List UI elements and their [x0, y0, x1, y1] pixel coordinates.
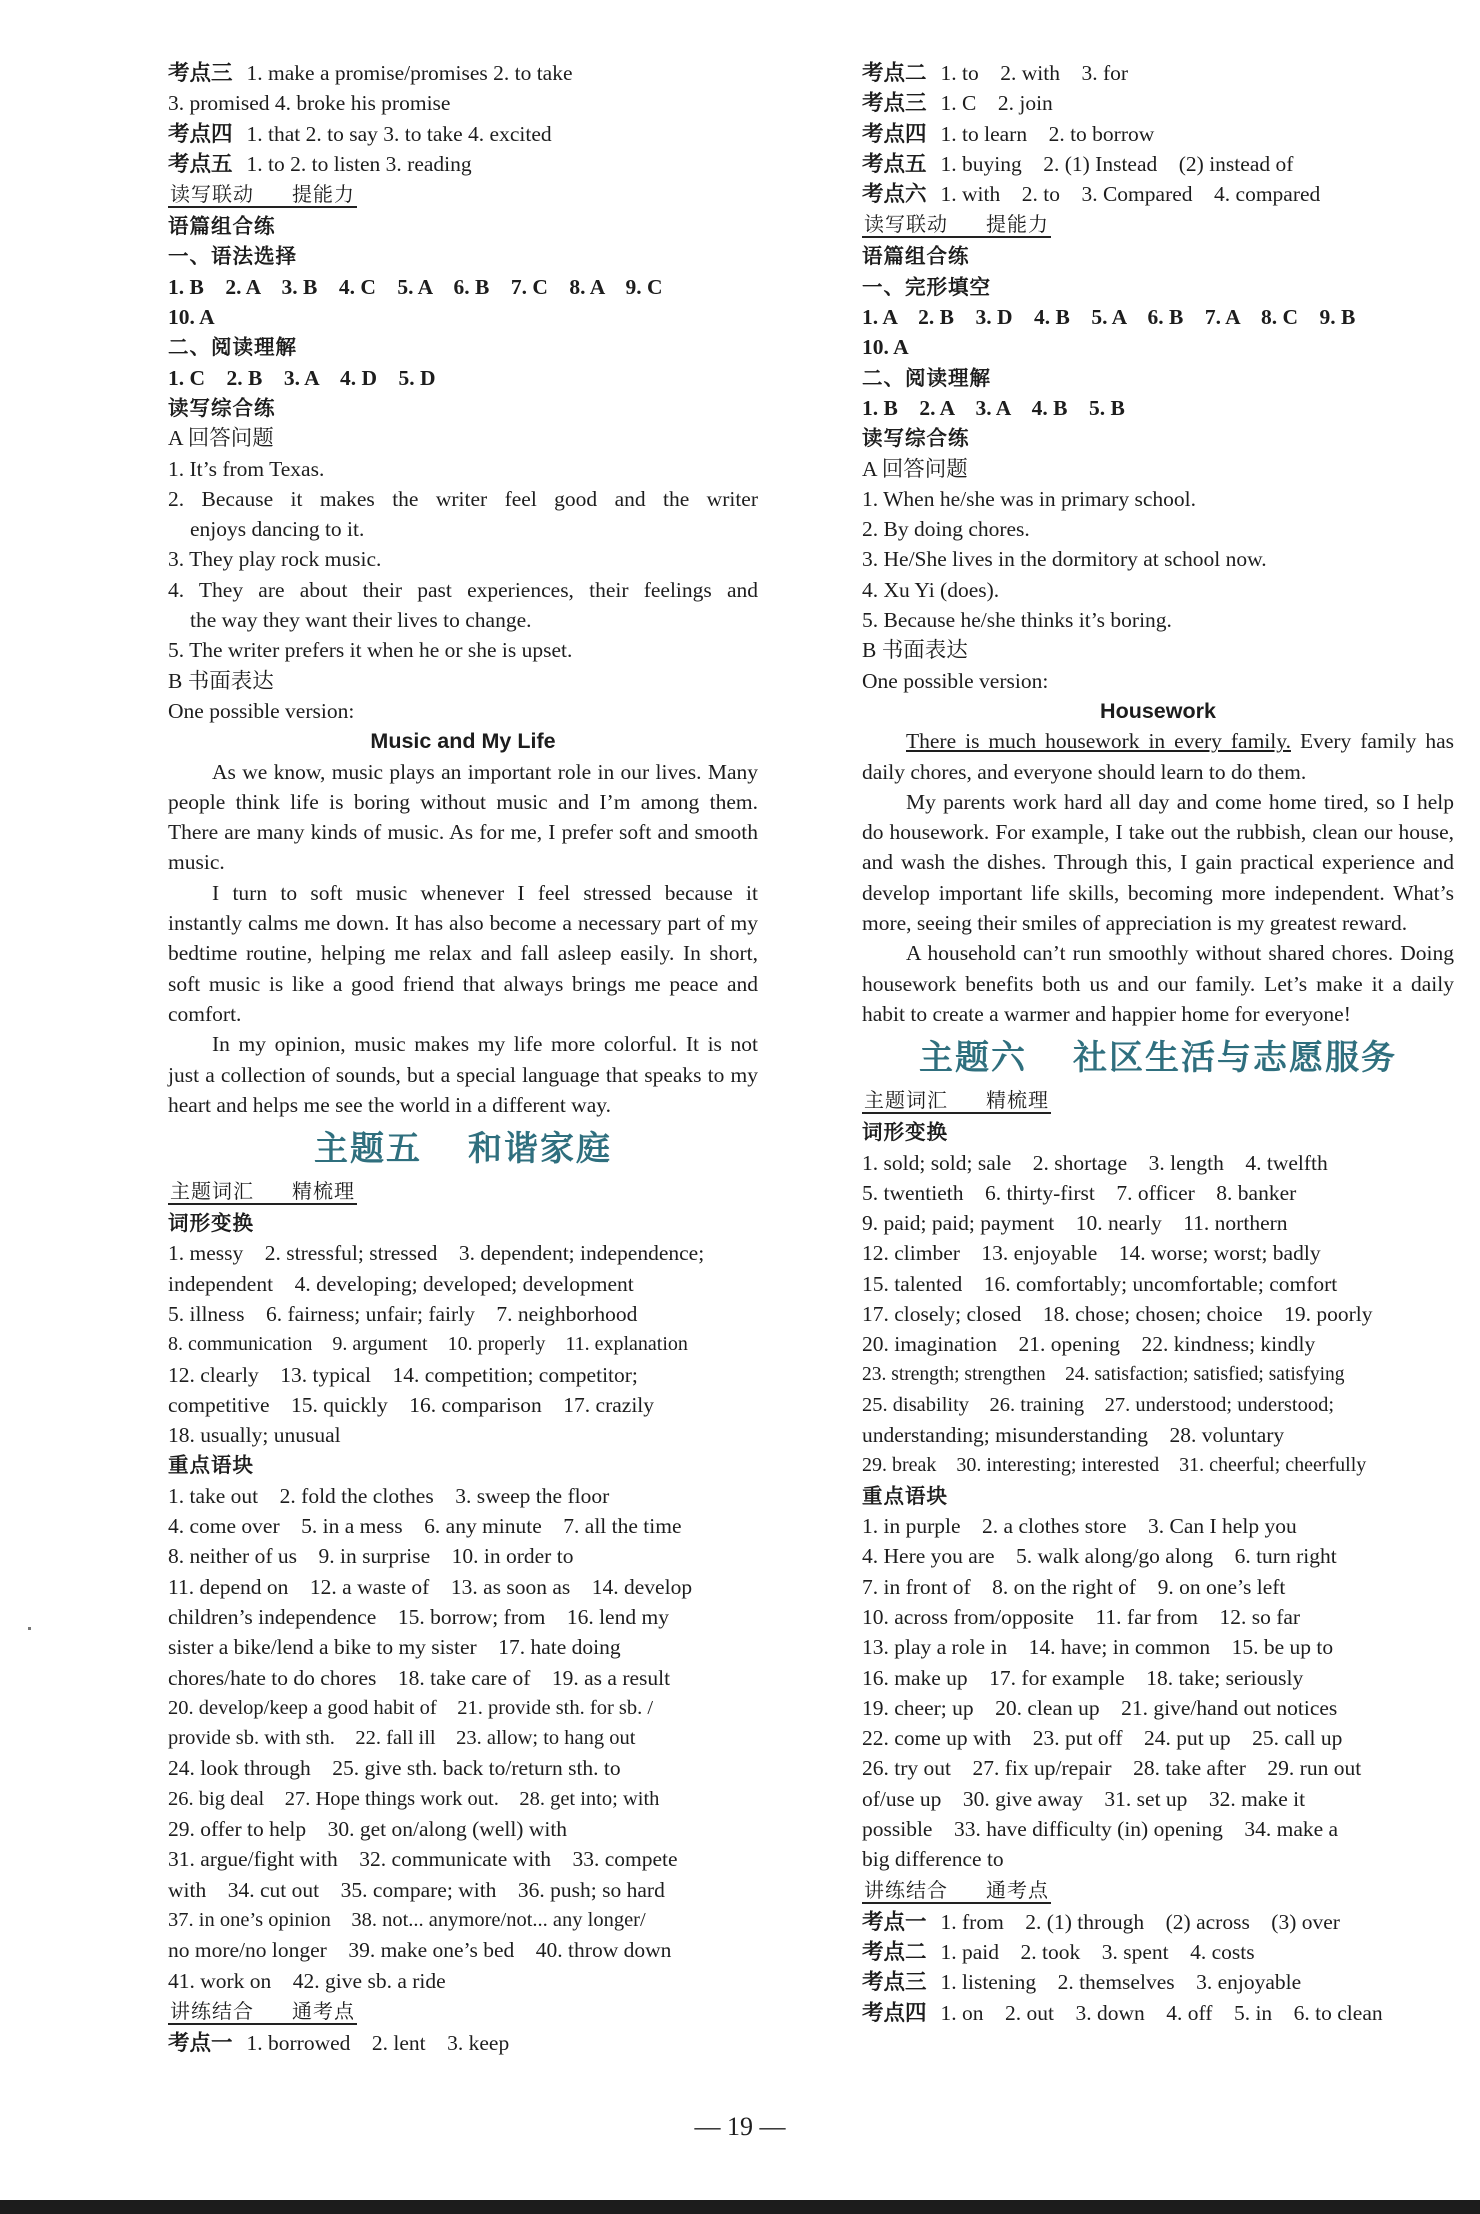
answer-line	[168, 149, 758, 179]
answer-text: 1. to learn 2. to borrow	[940, 121, 1155, 146]
answer-line: 5. illness 6. fairness; unfair; fairly 7. neighborhood	[168, 1301, 638, 1326]
header-text: 提能力	[292, 182, 355, 207]
answer-line: 15. talented 16. comfortably; uncomfortable; comfort	[862, 1271, 1338, 1296]
answer-line: 1. messy 2. stressful; stressed 3. dependent; independence;	[168, 1241, 705, 1266]
answer-line: sister a bike/lend a bike to my sister 17. hate doing	[168, 1635, 621, 1660]
answer-line: 1. take out 2. fold the clothes 3. sweep the floor	[168, 1483, 610, 1508]
header-text: 讲练结合	[170, 1998, 254, 2023]
topic-number: 主题五	[314, 1129, 422, 1170]
answer-line: 10. A	[168, 305, 215, 330]
answer-line: 8. communication 9. argument 10. properly 11. explanation	[168, 1333, 688, 1356]
answer-line: 1. C 2. B 3. A 4. D 5. D	[168, 365, 436, 390]
header-text: 读写联动	[864, 212, 948, 237]
section-header-vocabulary	[862, 1085, 1454, 1117]
answer-line: 29. offer to help 30. get on/along (well) with	[168, 1817, 568, 1842]
kaodian-label: 考点五	[862, 151, 927, 176]
header-text: 精梳理	[292, 1179, 355, 1204]
section-header-vocabulary	[168, 1176, 758, 1208]
answer-text: 1. on 2. out 3. down 4. off 5. in 6. to clean	[940, 2000, 1383, 2025]
answer-line	[862, 1998, 1454, 2028]
essay-paragraph: A household can’t run smoothly without shared chores. Doing housework benefits both us and our family. Let’s make it a daily habit to create a warmer and happier home for everyone!	[862, 941, 1454, 1026]
answer-line: 12. climber 13. enjoyable 14. worse; worst; badly	[862, 1241, 1321, 1266]
subsection-title: 二、阅读理解	[168, 335, 297, 360]
kaodian-label: 考点二	[862, 61, 927, 85]
answer-line: 2. Because it makes the writer feel good and the writer	[168, 486, 758, 511]
section-header-reading-writing	[862, 209, 1454, 241]
answer-line: 2. By doing chores.	[862, 517, 1030, 542]
answer-line: understanding; misunderstanding 28. voluntary	[862, 1423, 1285, 1448]
answer-line: big difference to	[862, 1847, 1004, 1872]
answer-line: 19. cheer; up 20. clean up 21. give/hand out notices	[862, 1695, 1338, 1720]
subsection-title: 二、阅读理解	[862, 365, 991, 390]
answer-line: 1. B 2. A 3. B 4. C 5. A 6. B 7. C 8. A 9. C	[168, 274, 663, 299]
answer-line: no more/no longer 39. make one’s bed 40. throw down	[168, 1938, 672, 1963]
subsection-title: 一、完形填空	[862, 274, 991, 299]
subsection-title: 重点语块	[862, 1483, 948, 1508]
answer-line: 5. The writer prefers it when he or she is upset.	[168, 638, 573, 663]
right-column	[862, 58, 1454, 2028]
answer-line: 41. work on 42. give sb. a ride	[168, 1968, 446, 1993]
answer-line: 23. strength; strengthen 24. satisfaction; satisfied; satisfying	[862, 1363, 1345, 1385]
answer-line: 10. across from/opposite 11. far from 12. so far	[862, 1604, 1301, 1629]
answer-line: 24. look through 25. give sth. back to/return sth. to	[168, 1756, 621, 1781]
kaodian-label: 考点四	[862, 121, 927, 146]
essay-paragraph	[862, 726, 1454, 787]
page-number: — 19 —	[694, 2112, 786, 2141]
answer-text: 1. that 2. to say 3. to take 4. excited	[246, 121, 552, 146]
kaodian-label: 考点四	[862, 2000, 927, 2025]
kaodian-label: 考点一	[862, 1909, 927, 1934]
answer-line: 1. in purple 2. a clothes store 3. Can I help you	[862, 1514, 1297, 1539]
answer-line: 3. They play rock music.	[168, 547, 382, 572]
answer-line: 31. argue/fight with 32. communicate with 33. compete	[168, 1847, 678, 1872]
subsection-title: 读写综合练	[862, 426, 970, 451]
answer-line: 3. He/She lives in the dormitory at school now.	[862, 547, 1267, 572]
topic-number: 主题六	[919, 1038, 1027, 1079]
answer-line: 5. Because he/she thinks it’s boring.	[862, 608, 1172, 633]
topic-title	[168, 1124, 758, 1174]
subsection-title: A 回答问题	[862, 456, 968, 481]
paragraph-text: Every family has daily chores, and everyone should learn to do them.	[862, 729, 1454, 784]
answer-line: 20. imagination 21. opening 22. kindness; kindly	[862, 1332, 1316, 1357]
subsection-title: A 回答问题	[168, 426, 274, 451]
answer-line	[862, 1937, 1454, 1967]
answer-line: 4. Here you are 5. walk along/go along 6. turn right	[862, 1544, 1337, 1569]
header-text: 通考点	[986, 1877, 1049, 1902]
answer-line: 22. come up with 23. put off 24. put up 25. call up	[862, 1726, 1343, 1751]
answer-line	[168, 2028, 758, 2058]
answer-line: 1. sold; sold; sale 2. shortage 3. length 4. twelfth	[862, 1150, 1328, 1175]
answer-line: 11. depend on 12. a waste of 13. as soon as 14. develop	[168, 1574, 693, 1599]
answer-line	[862, 1907, 1454, 1937]
answer-line: 26. try out 27. fix up/repair 28. take after 29. run out	[862, 1756, 1362, 1781]
subsection-title: 一、语法选择	[168, 244, 297, 269]
topic-title	[862, 1033, 1454, 1083]
topic-name: 社区生活与志愿服务	[1073, 1038, 1397, 1079]
answer-line: 29. break 30. interesting; interested 31. cheerful; cheerfully	[862, 1454, 1367, 1477]
answer-line: 18. usually; unusual	[168, 1423, 341, 1448]
essay-paragraph: As we know, music plays an important role in our lives. Many people think life is boring without music and I’m among them. There are many kinds of music. As for me, I prefer soft and smooth music.	[168, 759, 758, 875]
answer-line: 1. B 2. A 3. A 4. B 5. B	[862, 395, 1125, 420]
answer-line: 3. promised 4. broke his promise	[168, 91, 451, 116]
bottom-border	[0, 2200, 1480, 2214]
essay-paragraph: In my opinion, music makes my life more colorful. It is not just a collection of sounds, but a special language that speaks to my heart and helps me see the world in a different way.	[168, 1032, 758, 1117]
answer-line: 16. make up 17. for example 18. take; seriously	[862, 1665, 1304, 1690]
answer-line	[862, 1967, 1454, 1997]
answer-text: 1. C 2. join	[940, 91, 1053, 116]
answer-line: 1. It’s from Texas.	[168, 456, 325, 481]
answer-text: 1. listening 2. themselves 3. enjoyable	[940, 1970, 1302, 1995]
kaodian-label: 考点三	[862, 91, 927, 116]
topic-name: 和谐家庭	[468, 1129, 612, 1170]
answer-line: independent 4. developing; developed; development	[168, 1271, 634, 1296]
answer-line	[168, 119, 758, 149]
answer-line: 9. paid; paid; payment 10. nearly 11. northern	[862, 1211, 1288, 1236]
answer-line: 17. closely; closed 18. chose; chosen; choice 19. poorly	[862, 1301, 1373, 1326]
answer-line: children’s independence 15. borrow; from 16. lend my	[168, 1604, 669, 1629]
answer-text: 1. with 2. to 3. Compared 4. compared	[940, 182, 1321, 207]
answer-line: 13. play a role in 14. have; in common 15. be up to	[862, 1635, 1334, 1660]
answer-line: with 34. cut out 35. compare; with 36. push; so hard	[168, 1877, 665, 1902]
header-text: 通考点	[292, 1998, 355, 2023]
subsection-title: B 书面表达	[168, 668, 274, 693]
header-text: 讲练结合	[864, 1877, 948, 1902]
answer-line	[862, 149, 1454, 179]
answer-line: 7. in front of 8. on the right of 9. on one’s left	[862, 1574, 1286, 1599]
header-text: 提能力	[986, 212, 1049, 237]
essay-title: Music and My Life	[370, 729, 556, 754]
answer-text: 1. to 2. with 3. for	[940, 61, 1129, 85]
answer-line: 1. When he/she was in primary school.	[862, 486, 1196, 511]
answer-line: provide sb. with sth. 22. fall ill 23. allow; to hang out	[168, 1727, 636, 1750]
answer-line: 1. A 2. B 3. D 4. B 5. A 6. B 7. A 8. C 9. B	[862, 305, 1356, 330]
answer-text: 1. to 2. to listen 3. reading	[246, 151, 472, 176]
header-text: 主题词汇	[864, 1088, 948, 1113]
answer-line: 4. come over 5. in a mess 6. any minute 7. all the time	[168, 1514, 682, 1539]
answer-line: 25. disability 26. training 27. understood; understood;	[862, 1393, 1335, 1416]
header-text: 主题词汇	[170, 1179, 254, 1204]
answer-text: 1. borrowed 2. lent 3. keep	[246, 2030, 510, 2055]
kaodian-label: 考点三	[862, 1970, 927, 1995]
answer-line	[168, 58, 758, 88]
answer-line: chores/hate to do chores 18. take care of 19. as a result	[168, 1665, 671, 1690]
essay-title: Housework	[1100, 698, 1216, 723]
kaodian-label: 考点六	[862, 182, 927, 207]
answer-line: the way they want their lives to change.	[190, 608, 532, 633]
subsection-title: 词形变换	[168, 1211, 254, 1236]
subsection-title: B 书面表达	[862, 638, 968, 663]
answer-line: 4. They are about their past experiences, their feelings and	[168, 577, 758, 602]
subsection-title: 读写综合练	[168, 395, 276, 420]
answer-line: 8. neither of us 9. in surprise 10. in order to	[168, 1544, 574, 1569]
answer-line: possible 33. have difficulty (in) opening 34. make a	[862, 1817, 1339, 1842]
answer-line: One possible version:	[862, 668, 1049, 693]
kaodian-label: 考点三	[168, 61, 233, 85]
kaodian-label: 考点五	[168, 151, 233, 176]
answer-line: 26. big deal 27. Hope things work out. 28. get into; with	[168, 1787, 660, 1810]
answer-text: 1. make a promise/promises 2. to take	[246, 61, 573, 85]
section-header-reading-writing	[168, 179, 758, 211]
left-column	[168, 58, 758, 2058]
header-text: 精梳理	[986, 1088, 1049, 1113]
topic-sentence: There is much housework in every family.	[906, 729, 1291, 754]
answer-line	[862, 179, 1454, 209]
section-header-practice	[862, 1875, 1454, 1907]
answer-line: 10. A	[862, 335, 909, 360]
essay-paragraph: My parents work hard all day and come home tired, so I help do housework. For example, I take out the rubbish, clean our house, and wash the dishes. Through this, I gain practical experience and develop important life skills, becoming more independent. What’s more, seeing their smiles of appreciation is my greatest reward.	[862, 789, 1454, 936]
answer-line: 37. in one’s opinion 38. not... anymore/not... any longer/	[168, 1908, 646, 1931]
kaodian-label: 考点四	[168, 121, 233, 146]
answer-line: of/use up 30. give away 31. set up 32. make it	[862, 1786, 1306, 1811]
answer-line: enjoys dancing to it.	[190, 517, 365, 542]
answer-line	[862, 88, 1454, 118]
answer-line	[862, 58, 1454, 88]
subsection-title: 语篇组合练	[168, 214, 276, 239]
answer-line: competitive 15. quickly 16. comparison 17. crazily	[168, 1392, 655, 1417]
essay-paragraph: I turn to soft music whenever I feel stressed because it instantly calms me down. It has also become a necessary part of my bedtime routine, helping me relax and fall asleep easily. In short, soft music is like a good friend that always brings me peace and comfort.	[168, 880, 758, 1026]
section-header-practice	[168, 1996, 758, 2028]
answer-line: One possible version:	[168, 698, 355, 723]
scan-dot	[28, 1627, 31, 1630]
answer-line: 4. Xu Yi (does).	[862, 577, 1000, 602]
answer-text: 1. from 2. (1) through (2) across (3) over	[940, 1909, 1340, 1934]
kaodian-label: 考点二	[862, 1939, 927, 1964]
answer-line: 12. clearly 13. typical 14. competition; competitor;	[168, 1362, 638, 1387]
answer-line: 5. twentieth 6. thirty-first 7. officer 8. banker	[862, 1180, 1297, 1205]
kaodian-label: 考点一	[168, 2030, 233, 2055]
subsection-title: 重点语块	[168, 1453, 254, 1478]
answer-line	[862, 119, 1454, 149]
subsection-title: 词形变换	[862, 1120, 948, 1145]
header-text: 读写联动	[170, 182, 254, 207]
answer-text: 1. buying 2. (1) Instead (2) instead of	[940, 151, 1294, 176]
answer-text: 1. paid 2. took 3. spent 4. costs	[940, 1939, 1255, 1964]
answer-line: 20. develop/keep a good habit of 21. provide sth. for sb. /	[168, 1696, 654, 1719]
subsection-title: 语篇组合练	[862, 244, 970, 269]
